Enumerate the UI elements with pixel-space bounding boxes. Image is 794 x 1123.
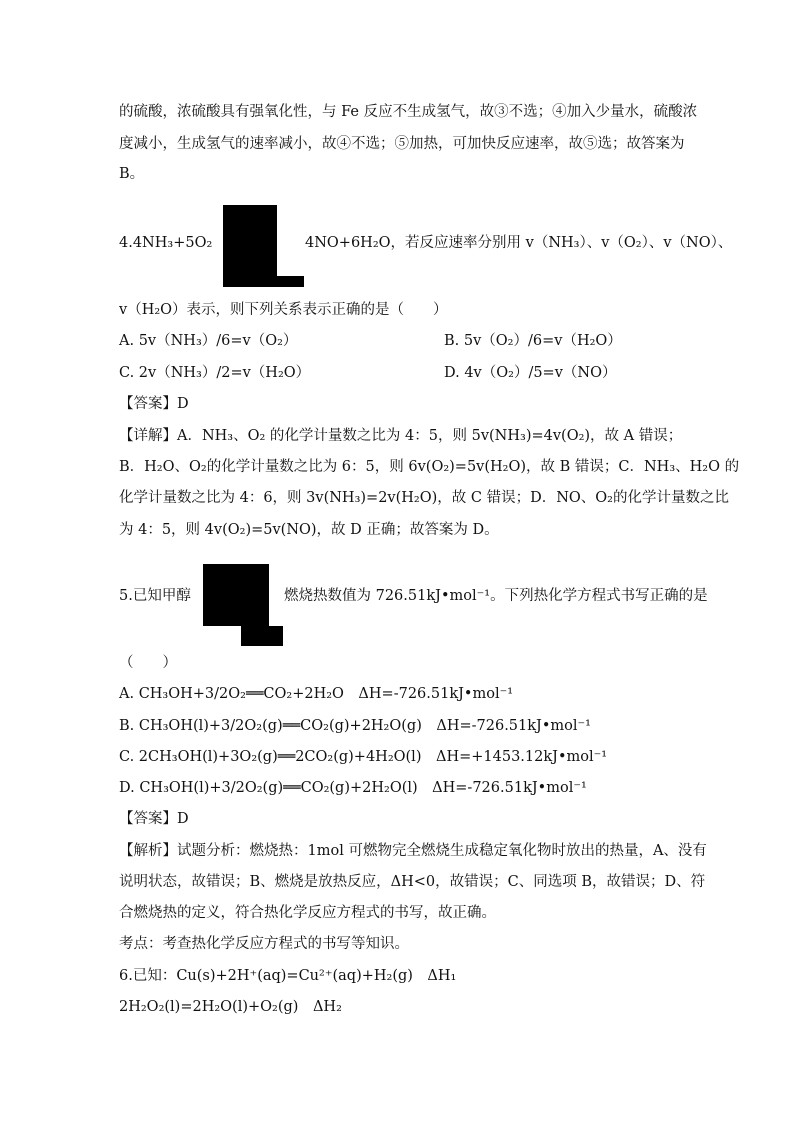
q5-stem-left: 5.已知甲醇: [119, 588, 191, 604]
q5-explanation-line-1: 【解析】试题分析：燃烧热：1mol 可燃物完全燃烧生成稳定氧化物时放出的热量，A、没有: [119, 843, 707, 859]
q5-stem-right: 燃烧热数值为 726.51kJ•mol⁻¹。下列热化学方程式书写正确的是: [284, 588, 708, 604]
q4-option-a: A. 5v（NH₃）/6=v（O₂）: [119, 333, 298, 349]
q5-option-b: B. CH₃OH(l)+3/2O₂(g)══CO₂(g)+2H₂O(g) ΔH=-726.51kJ•mol⁻¹: [119, 718, 591, 734]
q6-given-line-2: 2H₂O₂(l)=2H₂O(l)+O₂(g) ΔH₂: [119, 999, 342, 1015]
redacted-image-block-tail: [241, 626, 283, 646]
redacted-image-block: [223, 205, 277, 287]
q3-text-line-2: 度减小，生成氢气的速率减小，故④不选；⑤加热，可加快反应速率，故⑤选；故答案为: [119, 136, 685, 152]
q4-explanation-line-3: 化学计量数之比为 4：6，则 3v(NH₃)=2v(H₂O)，故 C 错误；D．NO、O₂的化学计量数之比: [119, 490, 729, 506]
redacted-image-block: [203, 564, 269, 626]
q3-text-line-1: 的硫酸，浓硫酸具有强氧化性，与 Fe 反应不生成氢气，故③不选；④加入少量水，硫酸浓: [119, 104, 698, 120]
q4-stem-left: 4.4NH₃+5O₂: [119, 235, 213, 251]
q5-explanation-line-2: 说明状态，故错误；B、燃烧是放热反应，ΔH<0，故错误；C、同选项 B，故错误；D、符: [119, 874, 706, 890]
q4-stem-right: 4NO+6H₂O，若反应速率分别用 v（NH₃）、v（O₂）、v（NO）、: [305, 235, 733, 251]
q6-given-line-1: 6.已知：Cu(s)+2H⁺(aq)=Cu²⁺(aq)+H₂(g) ΔH₁: [119, 968, 457, 984]
q5-stem-parentheses: （ ）: [119, 655, 177, 671]
q4-option-d: D. 4v（O₂）/5=v（NO）: [444, 365, 617, 381]
q5-option-c: C. 2CH₃OH(l)+3O₂(g)══2CO₂(g)+4H₂O(l) ΔH=+1453.12kJ•mol⁻¹: [119, 749, 608, 765]
q5-option-d: D. CH₃OH(l)+3/2O₂(g)══CO₂(g)+2H₂O(l) ΔH=-726.51kJ•mol⁻¹: [119, 780, 587, 796]
q3-text-line-3: B。: [119, 166, 145, 182]
q5-explanation-line-3: 合燃烧热的定义，符合热化学反应方程式的书写，故正确。: [119, 905, 496, 921]
q4-explanation-line-4: 为 4：5，则 4v(O₂)=5v(NO)，故 D 正确；故答案为 D。: [119, 522, 499, 538]
redacted-image-block-tail: [277, 276, 304, 287]
q4-stem-continuation: v（H₂O）表示，则下列关系表示正确的是（ ）: [119, 302, 448, 318]
q4-explanation-line-1: 【详解】A．NH₃、O₂ 的化学计量数之比为 4：5，则 5v(NH₃)=4v(O₂)，故 A 错误；: [119, 428, 683, 444]
q5-answer: 【答案】D: [119, 811, 189, 827]
q4-option-c: C. 2v（NH₃）/2=v（H₂O）: [119, 365, 311, 381]
q5-option-a: A. CH₃OH+3/2O₂══CO₂+2H₂O ΔH=-726.51kJ•mol⁻¹: [119, 686, 514, 702]
q5-kaodian: 考点：考查热化学反应方程式的书写等知识。: [119, 936, 409, 952]
q4-explanation-line-2: B．H₂O、O₂的化学计量数之比为 6：5，则 6v(O₂)=5v(H₂O)，故 B 错误；C．NH₃、H₂O 的: [119, 459, 740, 475]
q4-option-b: B. 5v（O₂）/6=v（H₂O）: [444, 333, 622, 349]
q4-answer: 【答案】D: [119, 396, 189, 412]
